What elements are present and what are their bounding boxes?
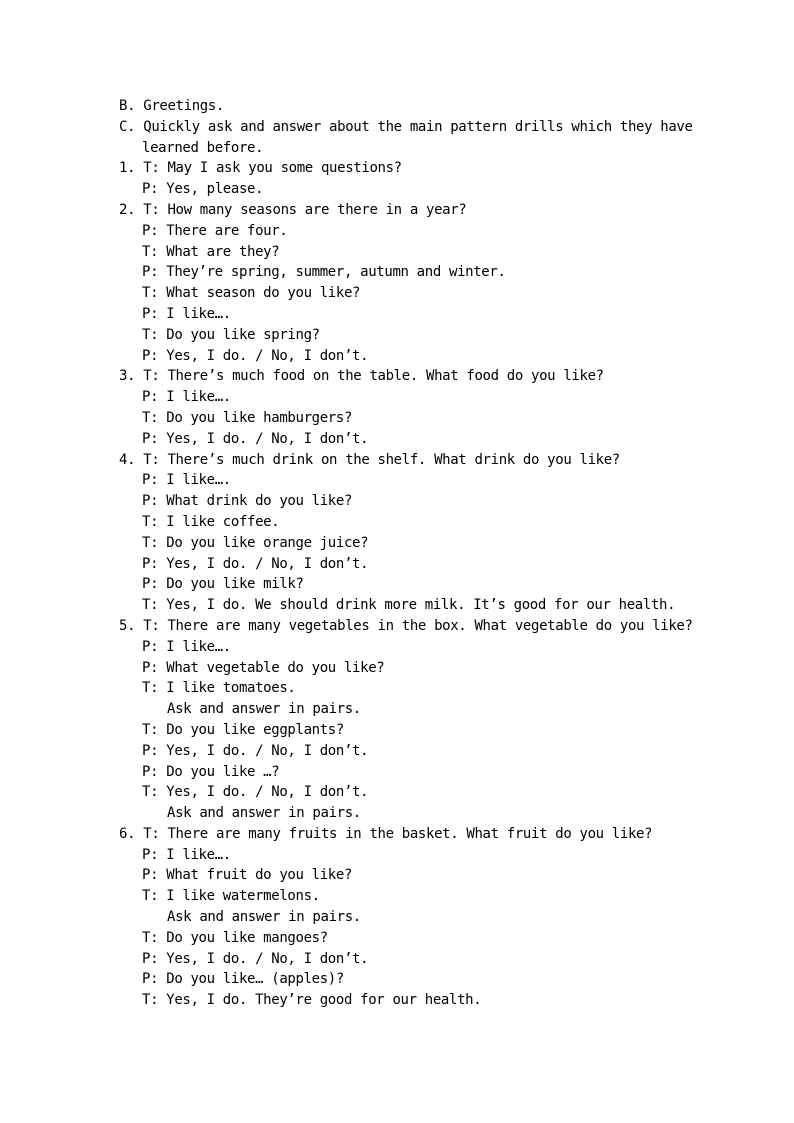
text-line: 5. T: There are many vegetables in the box. What vegetable do you like? bbox=[119, 617, 693, 634]
text-line: P: There are four. bbox=[142, 222, 288, 239]
text-line: P: Do you like… (apples)? bbox=[142, 971, 344, 988]
text-line: T: Yes, I do. We should drink more milk. It’s good for our health. bbox=[142, 597, 676, 614]
text-line: P: They’re spring, summer, autumn and winter. bbox=[142, 264, 506, 281]
text-line: Ask and answer in pairs. bbox=[167, 701, 361, 718]
text-line: P: I like…. bbox=[142, 389, 231, 406]
text-line: 1. T: May I ask you some questions? bbox=[119, 160, 402, 177]
text-line: T: Do you like orange juice? bbox=[142, 534, 369, 551]
text-line: P: Yes, I do. / No, I don’t. bbox=[142, 555, 369, 572]
text-line: T: I like coffee. bbox=[142, 513, 280, 530]
text-line: 2. T: How many seasons are there in a year? bbox=[119, 201, 467, 218]
text-line: P: Yes, I do. / No, I don’t. bbox=[142, 742, 369, 759]
text-line: T: I like tomatoes. bbox=[142, 680, 296, 697]
text-line: C. Quickly ask and answer about the main pattern drills which they have bbox=[119, 118, 693, 135]
text-line: learned before. bbox=[142, 139, 264, 156]
text-line: T: Yes, I do. / No, I don’t. bbox=[142, 784, 369, 801]
text-line: P: What drink do you like? bbox=[142, 493, 353, 510]
text-line: 4. T: There’s much drink on the shelf. What drink do you like? bbox=[119, 451, 620, 468]
text-line: P: Yes, please. bbox=[142, 181, 264, 198]
text-line: P: I like…. bbox=[142, 305, 231, 322]
text-line: P: Do you like milk? bbox=[142, 576, 304, 593]
document-body bbox=[119, 96, 719, 1011]
text-line: T: I like watermelons. bbox=[142, 888, 320, 905]
text-line: T: What are they? bbox=[142, 243, 280, 260]
text-line: 6. T: There are many fruits in the basket. What fruit do you like? bbox=[119, 825, 653, 842]
text-line: P: Do you like …? bbox=[142, 763, 280, 780]
text-line: P: Yes, I do. / No, I don’t. bbox=[142, 950, 369, 967]
text-line: 3. T: There’s much food on the table. What food do you like? bbox=[119, 368, 604, 385]
text-line: T: Do you like mangoes? bbox=[142, 929, 328, 946]
text-line: P: What fruit do you like? bbox=[142, 867, 353, 884]
text-line: T: Do you like hamburgers? bbox=[142, 409, 353, 426]
text-line: B. Greetings. bbox=[119, 98, 225, 114]
text-line: T: Do you like spring? bbox=[142, 326, 320, 343]
text-line: P: I like…. bbox=[142, 638, 231, 655]
text-line: P: What vegetable do you like? bbox=[142, 659, 385, 676]
text-line: Ask and answer in pairs. bbox=[167, 805, 361, 822]
text-line: P: I like…. bbox=[142, 846, 231, 863]
text-line: T: Do you like eggplants? bbox=[142, 721, 344, 738]
text-line: P: Yes, I do. / No, I don’t. bbox=[142, 347, 369, 364]
text-line: T: What season do you like? bbox=[142, 285, 361, 302]
text-line: Ask and answer in pairs. bbox=[167, 909, 361, 926]
text-line: T: Yes, I do. They’re good for our health. bbox=[142, 992, 482, 1009]
text-line: P: Yes, I do. / No, I don’t. bbox=[142, 430, 369, 447]
text-line: P: I like…. bbox=[142, 472, 231, 489]
